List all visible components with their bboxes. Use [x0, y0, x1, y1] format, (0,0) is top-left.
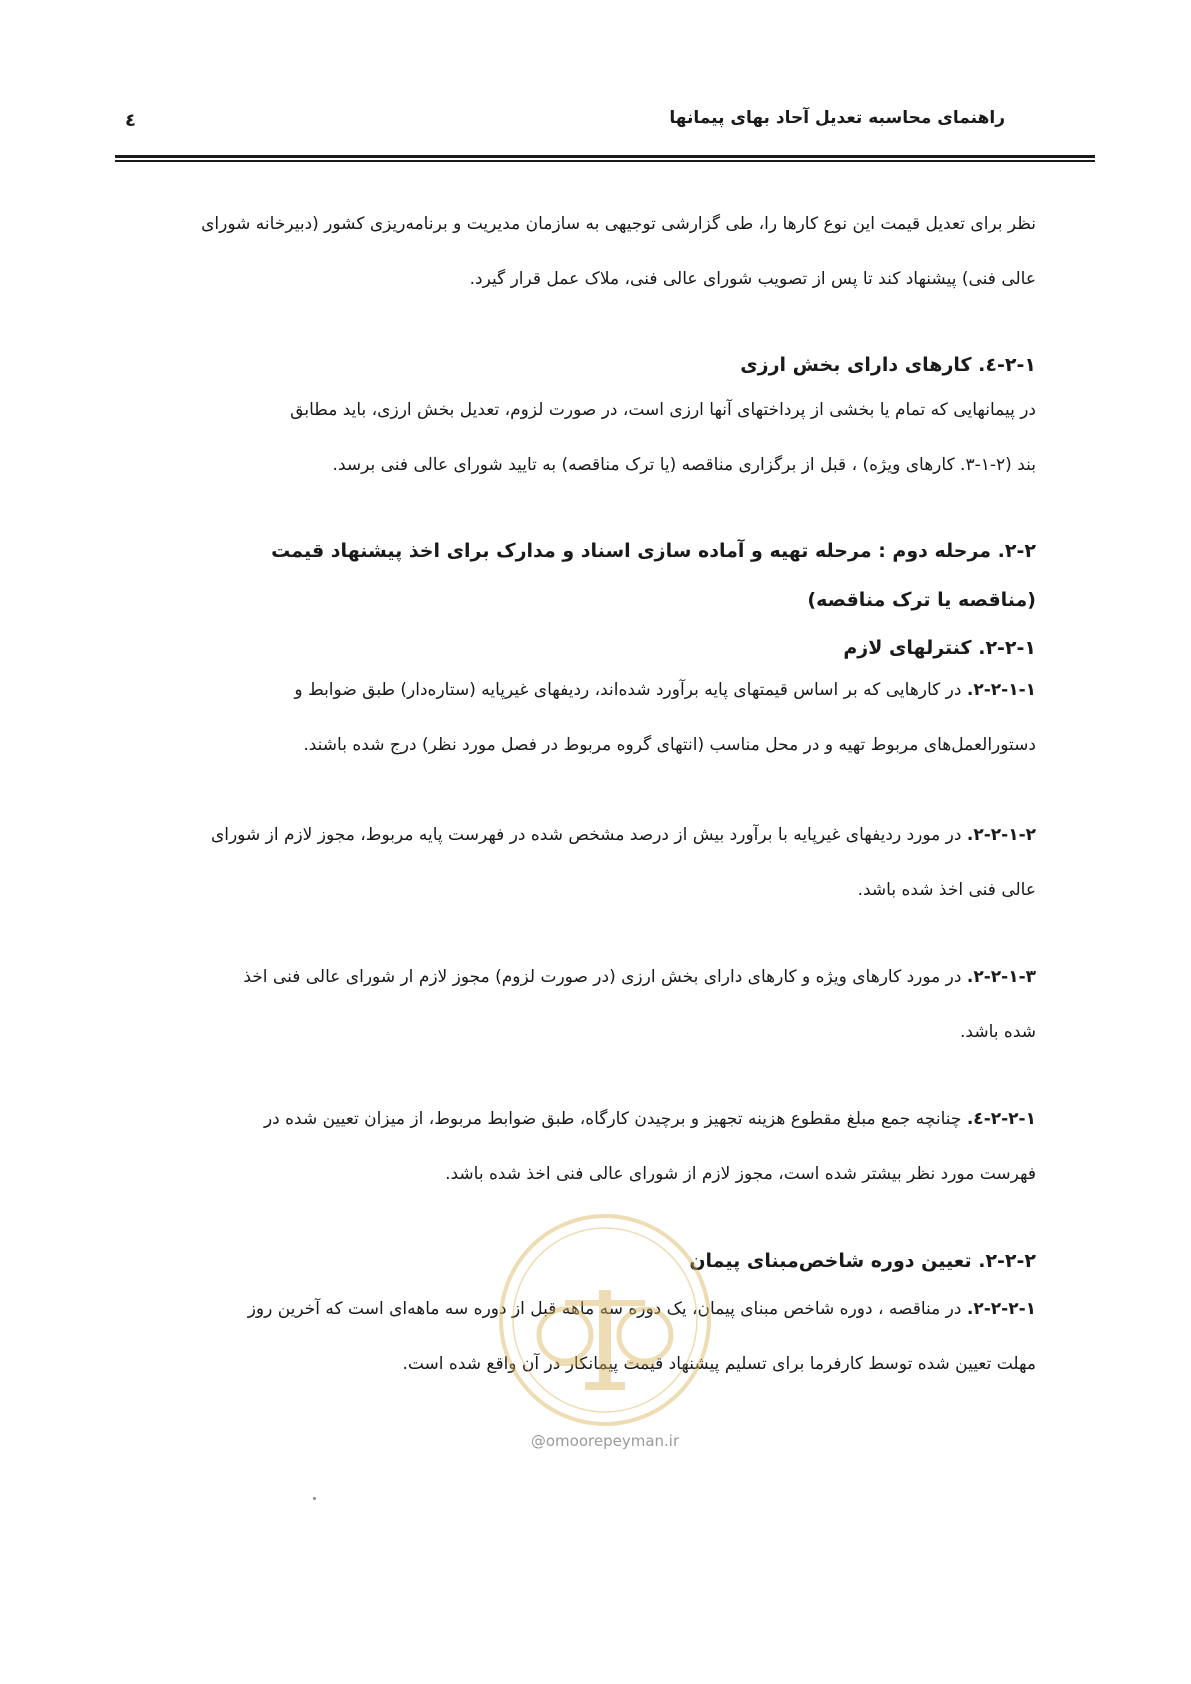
item-number: ۲-۲-۱-٤.	[966, 1109, 1036, 1129]
paragraph-line: بند (۲-۱-۳. کارهای ویژه) ، قبل از برگزاری مناقصه (یا ترک مناقصه) به تایید شورای عالی فنی برسد.	[332, 455, 1036, 475]
section-heading-2-2-subtitle: (مناقصه یا ترک مناقصه)	[807, 589, 1036, 611]
watermark-website: @omoorepeyman.ir	[530, 1432, 680, 1450]
item-2-2-1-3	[116, 950, 1036, 1060]
intro-line-1: نظر برای تعدیل قیمت این نوع کارها را، طی گزارشی توجیهی به سازمان مدیریت و برنامه‌ریزی کشور (دبیرخانه شورای	[201, 214, 1036, 234]
item-text: در مورد کارهای ویژه و کارهای دارای بخش ارزی (در صورت لزوم) مجوز لازم ار شورای عالی فنی اخذ	[243, 967, 962, 987]
item-number: ۲-۲-۱-۳.	[966, 967, 1036, 987]
section-heading-2-1-4: ۲-۱-٤. کارهای دارای بخش ارزی	[740, 354, 1036, 376]
item-2-2-1-2	[116, 808, 1036, 918]
item-2-2-1-4	[116, 1092, 1036, 1202]
item-text: در کارهایی که بر اساس قیمتهای پایه برآورد شده‌اند، ردیفهای غیرپایه (ستاره‌دار) طبق ضوابط و	[294, 680, 962, 700]
section-heading-2-2: ۲-۲. مرحله دوم : مرحله تهیه و آماده سازی اسناد و مدارک برای اخذ پیشنهاد قیمت	[271, 540, 1036, 562]
item-text: در مناقصه ، دوره شاخص مبنای پیمان، یک دوره سه ماهه قبل از دوره سه ماهه‌ای است که آخرین روز	[247, 1299, 962, 1319]
section-heading-2-2-1: ۲-۲-۱. کنترلهای لازم	[843, 637, 1036, 659]
item-text: در مورد ردیفهای غیرپایه با برآورد بیش از درصد مشخص شده در فهرست پایه مربوط، مجوز لازم از شورای	[210, 825, 962, 845]
page-number: ٤	[125, 110, 136, 131]
section-heading-2-2-2: ۲-۲-۲. تعیین دوره شاخص‌مبنای پیمان	[689, 1250, 1036, 1272]
paragraph-line: دستورالعمل‌های مربوط تهیه و در محل مناسب (انتهای گروه مربوط در فصل مورد نظر) درج شده باشند.	[303, 735, 1036, 755]
paragraph-line: فهرست مورد نظر بیشتر شده است، مجوز لازم از شورای عالی فنی اخذ شده باشد.	[445, 1164, 1036, 1184]
paragraph-line	[116, 1282, 1036, 1337]
paragraph-line: در پیمانهایی که تمام یا بخشی از پرداختهای آنها ارزی است، در صورت لزوم، تعدیل بخش ارزی، باید مطابق	[290, 400, 1036, 420]
item-2-2-2-1	[116, 1282, 1036, 1392]
intro-line-2: عالی فنی) پیشنهاد کند تا پس از تصویب شورای عالی فنی، ملاک عمل قرار گیرد.	[469, 269, 1036, 289]
paragraph-line	[116, 1092, 1036, 1147]
paragraph-line: شده باشد.	[960, 1022, 1036, 1042]
header-rule	[115, 155, 1095, 162]
intro-paragraph	[116, 197, 1036, 307]
scan-speck	[313, 1497, 316, 1500]
item-2-2-1-1	[116, 663, 1036, 773]
item-number: ۲-۲-۲-۱.	[966, 1299, 1036, 1319]
paragraph-line	[116, 808, 1036, 863]
paragraph-line	[116, 663, 1036, 718]
section-paragraph-2-1-4	[116, 383, 1036, 493]
paragraph-line	[116, 950, 1036, 1005]
paragraph-line: مهلت تعیین شده توسط کارفرما برای تسلیم پیشنهاد قیمت پیمانکار در آن واقع شده است.	[402, 1354, 1036, 1374]
header-title: راهنمای محاسبه تعدیل آحاد بهای پیمانها	[669, 108, 1005, 128]
item-number: ۲-۲-۱-۲.	[966, 825, 1036, 845]
item-number: ۲-۲-۱-۱.	[966, 680, 1036, 700]
page-header	[115, 108, 1095, 138]
paragraph-line: عالی فنی اخذ شده باشد.	[857, 880, 1036, 900]
item-text: چنانچه جمع مبلغ مقطوع هزینه تجهیز و برچیدن کارگاه، طبق ضوابط مربوط، از میزان تعیین شده در	[263, 1109, 962, 1129]
